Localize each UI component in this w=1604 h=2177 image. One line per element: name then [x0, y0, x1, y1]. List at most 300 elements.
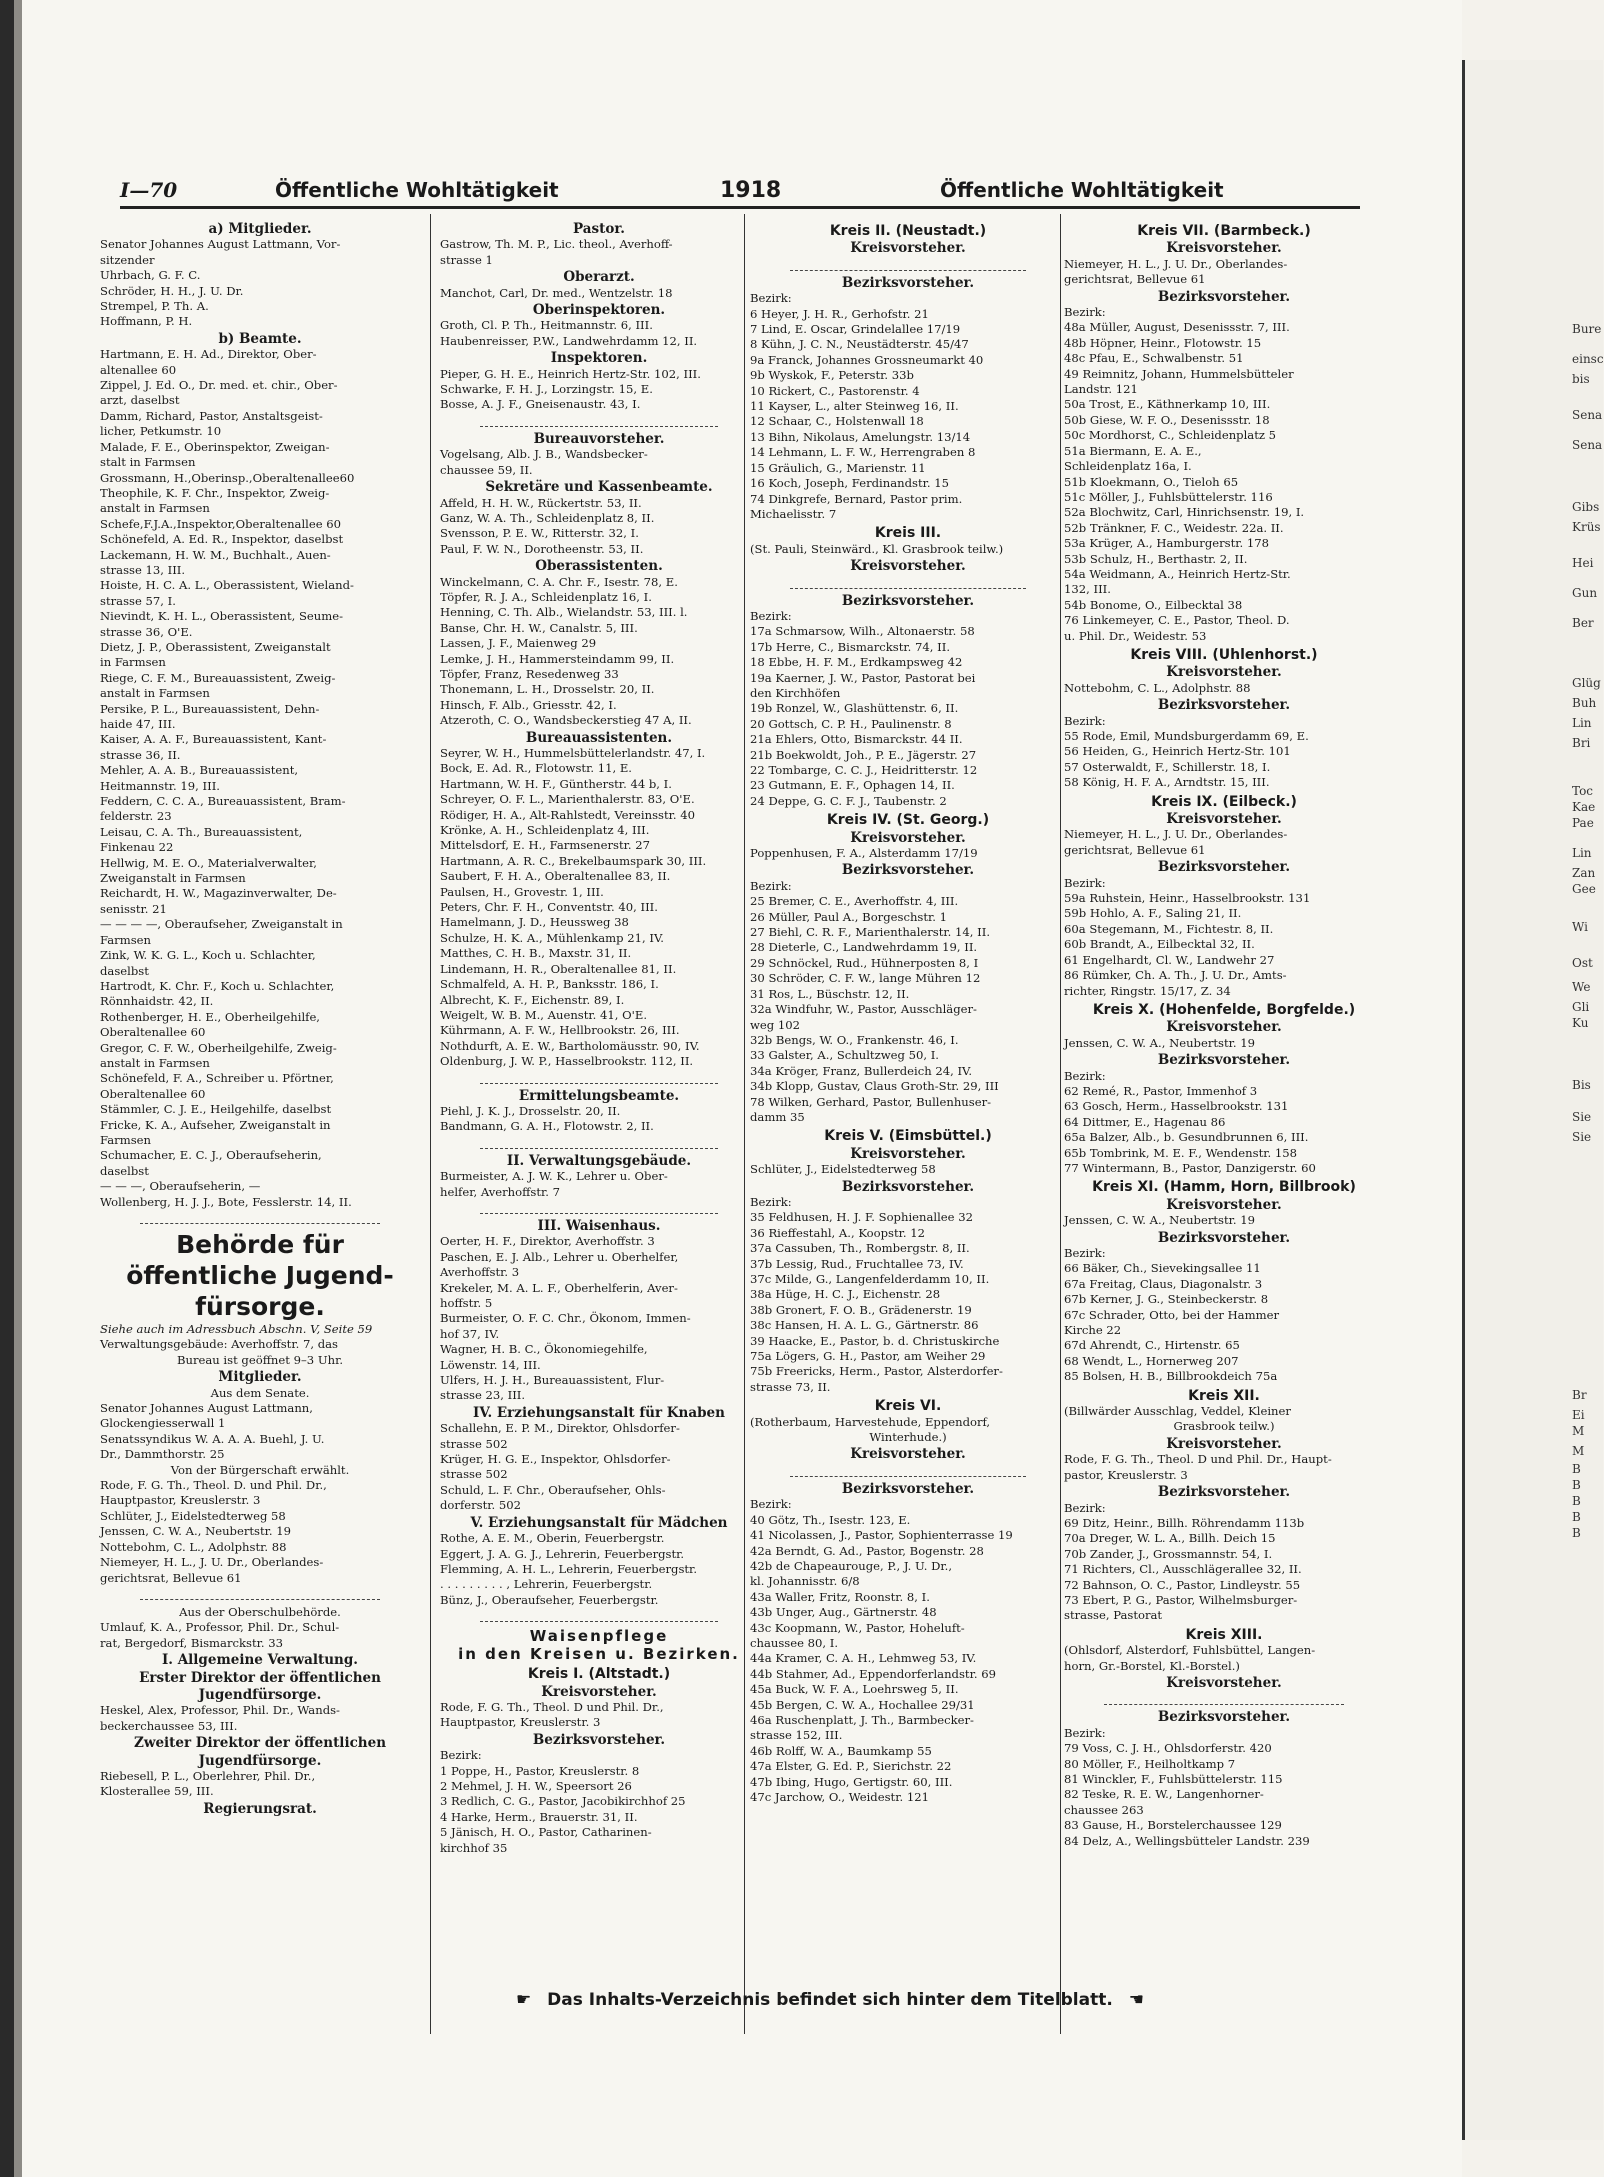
entry-line: 75b Freericks, Herm., Pastor, Alsterdorfer- — [750, 1364, 1003, 1379]
entry-line: Uhrbach, G. F. C. — [100, 268, 201, 283]
section-title: in den Kreisen u. Bezirken. — [458, 1645, 740, 1664]
entry-line: 65b Tombrink, M. E. F., Wendenstr. 158 — [1064, 1145, 1297, 1160]
section-heading: Kreisvorsteher. — [1166, 1019, 1282, 1036]
section-heading: Kreisvorsteher. — [1166, 240, 1282, 257]
entry-line: 84 Delz, A., Wellingsbütteler Landstr. 239 — [1064, 1833, 1310, 1848]
entry-line: 78 Wilken, Gerhard, Pastor, Bullenhuser- — [750, 1094, 992, 1109]
entry-line: Bezirk: — [750, 878, 792, 893]
entry-line: strasse 23, III. — [440, 1388, 526, 1403]
entry-line: 21b Boekwoldt, Joh., P. E., Jägerstr. 27 — [750, 747, 977, 762]
entry-line: 43b Unger, Aug., Gärtnerstr. 48 — [750, 1605, 937, 1620]
adjacent-page-fragment: Buh — [1572, 696, 1597, 710]
separator — [480, 1073, 718, 1084]
entry-line: Bandmann, G. A. H., Flotowstr. 2, II. — [440, 1119, 654, 1134]
entry-line: stalt in Farmsen — [100, 455, 196, 470]
adjacent-page-fragment: Toc — [1572, 784, 1594, 798]
entry-line: Mehler, A. A. B., Bureauassistent, — [100, 763, 299, 778]
adjacent-page-fragment: Ku — [1572, 1016, 1589, 1030]
entry-line: 66 Bäker, Ch., Sievekingsallee 11 — [1064, 1261, 1261, 1276]
entry-line: 59b Hohlo, A. F., Saling 21, II. — [1064, 906, 1242, 921]
kreis-heading: Kreis V. (Eimsbüttel.) — [824, 1128, 992, 1145]
entry-line: Hinsch, F. Alb., Griesstr. 42, I. — [440, 697, 617, 712]
entry-line: Nottebohm, C. L., Adolphstr. 88 — [1064, 680, 1251, 695]
adjacent-page-fragment: Zan — [1572, 866, 1596, 880]
entry-line: 35 Feldhusen, H. J. F. Sophienallee 32 — [750, 1210, 973, 1225]
entry-line: 34a Kröger, Franz, Bullerdeich 24, IV. — [750, 1063, 973, 1078]
entry-line: 85 Bolsen, H. B., Billbrookdeich 75a — [1064, 1369, 1278, 1384]
entry-line: Hamelmann, J. D., Heussweg 38 — [440, 915, 629, 930]
entry-line: licher, Petkumstr. 10 — [100, 424, 222, 439]
entry-line: strasse 36, O'E. — [100, 624, 193, 639]
entry-line: 18 Ebbe, H. F. M., Erdkampsweg 42 — [750, 655, 963, 670]
entry-line: anstalt in Farmsen — [100, 686, 210, 701]
column-3 — [750, 220, 1066, 1805]
section-heading: Kreisvorsteher. — [850, 558, 966, 575]
entry-line: helfer, Averhoffstr. 7 — [440, 1184, 560, 1199]
entry-line: Jenssen, C. W. A., Neubertstr. 19 — [1064, 1035, 1256, 1050]
section-heading: IV. Erziehungsanstalt für Knaben — [473, 1404, 725, 1421]
entry-line: 4 Harke, Herm., Brauerstr. 31, II. — [440, 1809, 638, 1824]
entry-line: 27 Biehl, C. R. F., Marienthalerstr. 14, II. — [750, 925, 991, 940]
separator — [790, 1466, 1026, 1477]
entry-line: 67a Freitag, Claus, Diagonalstr. 3 — [1064, 1276, 1263, 1291]
entry-line: 68 Wendt, L., Hornerweg 207 — [1064, 1353, 1239, 1368]
entry-line: 81 Winckler, F., Fuhlsbüttelerstr. 115 — [1064, 1772, 1283, 1786]
footer-text: Das Inhalts-Verzeichnis befindet sich hinter dem Titelblatt. — [547, 1990, 1113, 2010]
entry-line: chaussee 59, II. — [440, 462, 533, 477]
entry-line: 67d Ahrendt, C., Hirtenstr. 65 — [1064, 1338, 1240, 1353]
entry-line: chaussee 80, I. — [750, 1635, 839, 1650]
entry-line: Wollenberg, H. J. J., Bote, Fesslerstr. 14, II. — [100, 1194, 352, 1209]
entry-line: Schefe,F.J.A.,Inspektor,Oberaltenallee 60 — [100, 516, 342, 531]
entry-line: Schönefeld, A. Ed. R., Inspektor, daselbst — [100, 532, 344, 547]
entry-line: 2 Mehmel, J. H. W., Speersort 26 — [440, 1778, 632, 1793]
entry-line: Rode, F. G. Th., Theol. D und Phil. Dr., Haupt- — [1064, 1452, 1332, 1467]
entry-line: Oldenburg, J. W. P., Hasselbrookstr. 112, II. — [440, 1054, 694, 1069]
entry-line: Reichardt, H. W., Magazinverwalter, De- — [100, 886, 337, 901]
entry-line: 10 Rickert, C., Pastorenstr. 4 — [750, 383, 920, 398]
entry-line: 39 Haacke, E., Pastor, b. d. Christuskirche — [750, 1333, 1000, 1348]
entry-line: Jenssen, C. W. A., Neubertstr. 19 — [100, 1524, 292, 1539]
entry-line: Malade, F. E., Oberinspektor, Zweigan- — [100, 439, 330, 454]
entry-line: 1 Poppe, H., Pastor, Kreuslerstr. 8 — [440, 1763, 640, 1778]
entry-line: u. Phil. Dr., Weidestr. 53 — [1064, 628, 1207, 643]
section-heading: Bureauassistenten. — [525, 729, 673, 746]
right-running-title: Öffentliche Wohltätigkeit — [940, 178, 1224, 202]
entry-line: Strempel, P. Th. A. — [100, 299, 209, 314]
entry-line: Niemeyer, H. L., J. U. Dr., Oberlandes- — [100, 1555, 324, 1570]
entry-line: Saubert, F. H. A., Oberaltenallee 83, II. — [440, 869, 671, 884]
entry-line: Hartmann, W. H. F., Güntherstr. 44 b, I. — [440, 776, 672, 791]
entry-line: 58 König, H. F. A., Arndtstr. 15, III. — [1064, 775, 1270, 790]
kreis-heading: Kreis I. (Altstadt.) — [527, 1666, 671, 1683]
entry-line: 5 Jänisch, H. O., Pastor, Catharinen- — [440, 1825, 652, 1840]
section-heading: Kreisvorsteher. — [850, 1446, 966, 1463]
entry-line: damm 35 — [750, 1109, 805, 1124]
entry-line: Banse, Chr. H. W., Canalstr. 5, III. — [440, 620, 638, 635]
entry-line: strasse 152, III. — [750, 1728, 843, 1743]
entry-line: 38a Hüge, H. C. J., Eichenstr. 28 — [750, 1287, 941, 1302]
entry-line: Schröder, H. H., J. U. Dr. — [100, 283, 244, 298]
adjacent-page-fragment: B — [1572, 1526, 1581, 1540]
entry-line: 80 Möller, F., Heilholtkamp 7 — [1064, 1756, 1236, 1771]
adjacent-page-fragment: bis — [1572, 372, 1590, 386]
entry-line: 55 Rode, Emil, Mundsburgerdamm 69, E. — [1064, 729, 1309, 743]
adjacent-page-fragment: Ei — [1572, 1408, 1585, 1422]
separator — [790, 260, 1026, 271]
entry-line: 14 Lehmann, L. F. W., Herrengraben 8 — [750, 445, 976, 460]
entry-line: Bezirk: — [1064, 1725, 1106, 1740]
entry-line: 50a Trost, E., Käthnerkamp 10, III. — [1064, 397, 1271, 412]
entry-line: Bezirk: — [1064, 1068, 1106, 1083]
entry-line: Schumacher, E. C. J., Oberaufseherin, — [100, 1148, 322, 1163]
entry-line: Ulfers, H. J. H., Bureauassistent, Flur- — [440, 1373, 665, 1388]
entry-line: 132, III. — [1064, 582, 1111, 597]
section-heading: Kreisvorsteher. — [1166, 664, 1282, 681]
entry-line: daselbst — [100, 1163, 149, 1178]
separator — [480, 416, 718, 427]
entry-line: 65a Balzer, Alb., b. Gesundbrunnen 6, III. — [1064, 1130, 1309, 1145]
entry-line: 46a Ruschenplatt, J. Th., Barmbecker- — [750, 1712, 974, 1727]
entry-line: 79 Voss, C. J. H., Ohlsdorferstr. 420 — [1064, 1741, 1272, 1756]
entry-line: 9a Franck, Johannes Grossneumarkt 40 — [750, 352, 984, 367]
entry-line: Jenssen, C. W. A., Neubertstr. 19 — [1064, 1213, 1256, 1228]
entry-line: in Farmsen — [100, 655, 166, 670]
entry-line: 21a Ehlers, Otto, Bismarckstr. 44 II. — [750, 732, 963, 747]
entry-line: 53a Krüger, A., Hamburgerstr. 178 — [1064, 536, 1270, 551]
adjacent-page-fragment: B — [1572, 1462, 1581, 1476]
footer-note — [380, 1990, 1280, 2014]
entry-line: Farmsen — [100, 1132, 151, 1147]
kreis-heading: Kreis II. (Neustadt.) — [829, 223, 987, 239]
entry-line: 70a Dreger, W. L. A., Billh. Deich 15 — [1064, 1531, 1276, 1546]
separator — [1104, 1694, 1344, 1705]
section-heading: Kreisvorsteher. — [850, 829, 966, 846]
section-heading: Bezirksvorsteher. — [1157, 1709, 1291, 1726]
entry-line: 15 Gräulich, G., Marienstr. 11 — [750, 460, 926, 475]
entry-line: kl. Johannisstr. 6/8 — [750, 1574, 860, 1589]
section-title: Waisenpflege — [529, 1627, 669, 1646]
entry-line: 83 Gause, H., Borstelerchaussee 129 — [1064, 1818, 1282, 1833]
section-heading: Bezirksvorsteher. — [1157, 1052, 1291, 1069]
section-heading: Jugendfürsorge. — [198, 1686, 322, 1703]
entry-line: Zippel, J. Ed. O., Dr. med. et. chir., Ober- — [100, 378, 338, 393]
section-heading: Ermittelungsbeamte. — [518, 1087, 680, 1104]
entry-line: 48c Pfau, E., Schwalbenstr. 51 — [1064, 351, 1244, 366]
entry-line: 60a Stegemann, M., Fichtestr. 8, II. — [1064, 921, 1274, 936]
adjacent-page-fragment: M — [1572, 1424, 1585, 1438]
entry-line: . . . . . . . . . , Lehrerin, Feuerbergstr. — [440, 1577, 653, 1592]
entry-line: Rönnhaidstr. 42, II. — [100, 994, 214, 1009]
entry-line: Glockengiesserwall 1 — [100, 1416, 226, 1431]
entry-line: 43a Waller, Fritz, Roonstr. 8, I. — [750, 1589, 930, 1604]
adjacent-page-fragment: Pae — [1572, 816, 1594, 830]
section-heading: a) Mitglieder. — [208, 221, 312, 237]
adjacent-page-fragment: Bri — [1572, 736, 1591, 750]
section-heading: Bezirksvorsteher. — [841, 1178, 975, 1195]
entry-line: Bezirk: — [750, 608, 792, 623]
entry-line: Löwenstr. 14, III. — [440, 1357, 541, 1372]
section-heading: Kreisvorsteher. — [1166, 811, 1282, 828]
entry-line: Schulze, H. K. A., Mühlenkamp 21, IV. — [440, 930, 664, 945]
entry-line: 28 Dieterle, C., Landwehrdamm 19, II. — [750, 940, 978, 955]
entry-line: Peters, Chr. F. H., Conventstr. 40, III. — [440, 900, 658, 915]
entry-line: Albrecht, K. F., Eichenstr. 89, I. — [440, 992, 625, 1007]
entry-line: 51c Möller, J., Fuhlsbüttelerstr. 116 — [1064, 489, 1273, 504]
entry-line: Averhoffstr. 3 — [440, 1265, 520, 1280]
adjacent-page-fragment: Lin — [1572, 716, 1592, 730]
entry-line: Kirche 22 — [1064, 1323, 1122, 1338]
entry-line: Ganz, W. A. Th., Schleidenplatz 8, II. — [440, 510, 655, 525]
entry-line: 54a Weidmann, A., Heinrich Hertz-Str. — [1064, 566, 1291, 581]
entry-line: Schreyer, O. F. L., Marienthalerstr. 83, O'E. — [440, 792, 695, 807]
entry-line: Haubenreisser, P.W., Landwehrdamm 12, II. — [440, 333, 698, 348]
section-heading: Bureauvorsteher. — [533, 430, 665, 447]
section-heading: Zweiter Direktor der öffentlichen — [133, 1735, 387, 1752]
entry-line: Nievindt, K. H. L., Oberassistent, Seume- — [100, 609, 344, 624]
section-heading: Kreisvorsteher. — [850, 240, 966, 257]
entry-line: anstalt in Farmsen — [100, 501, 210, 516]
entry-line: Winckelmann, C. A. Chr. F., Isestr. 78, E. — [440, 574, 678, 589]
centered-line: Aus dem Senate. — [210, 1385, 310, 1400]
adjacent-page-fragment: Gun — [1572, 586, 1598, 600]
entry-line: 32b Bengs, W. O., Frankenstr. 46, I. — [750, 1032, 959, 1047]
entry-line: Klosterallee 59, III. — [100, 1784, 214, 1799]
adjacent-page-fragment: B — [1572, 1478, 1581, 1492]
entry-line: Theophile, K. F. Chr., Inspektor, Zweig- — [100, 485, 330, 500]
entry-line: 52b Tränkner, F. C., Weidestr. 22a. II. — [1064, 520, 1284, 535]
adjacent-page-fragment: Br — [1572, 1388, 1587, 1402]
entry-line: Schlüter, J., Eidelstedterweg 58 — [100, 1508, 286, 1523]
centered-line: Grasbrook teilw.) — [1173, 1419, 1275, 1434]
entry-line: Hartrodt, K. Chr. F., Koch u. Schlachter, — [100, 978, 335, 993]
entry-line: Affeld, H. H. W., Rückertstr. 53, II. — [440, 495, 642, 510]
section-heading: Kreisvorsteher. — [541, 1683, 657, 1700]
entry-line: 48a Müller, August, Desenissstr. 7, III. — [1064, 320, 1290, 335]
entry-line: Burmeister, A. J. W. K., Lehrer u. Ober- — [440, 1169, 668, 1184]
entry-line: 36 Rieffestahl, A., Koopstr. 12 — [750, 1225, 926, 1240]
kreis-heading: Kreis VIII. (Uhlenhorst.) — [1130, 646, 1318, 663]
entry-line: 70b Zander, J., Grossmannstr. 54, I. — [1064, 1546, 1273, 1561]
entry-line: Senatssyndikus W. A. A. A. Buehl, J. U. — [100, 1431, 325, 1446]
section-heading: Bezirksvorsteher. — [1157, 859, 1291, 876]
entry-line: Bock, E. Ad. R., Flotowstr. 11, E. — [440, 761, 632, 776]
entry-line: Krönke, A. H., Schleidenplatz 4, III. — [440, 823, 650, 838]
entry-line: Senator Johannes August Lattmann, Vor- — [100, 237, 341, 252]
section-heading: Sekretäre und Kassenbeamte. — [485, 479, 713, 496]
entry-line: Zink, W. K. G. L., Koch u. Schlachter, — [100, 948, 316, 963]
entry-line: 49 Reimnitz, Johann, Hummelsbütteler — [1064, 366, 1294, 381]
adjacent-page-fragment: Wi — [1572, 920, 1588, 934]
header-rule — [120, 206, 1360, 209]
section-heading: Bezirksvorsteher. — [1157, 1229, 1291, 1246]
entry-line: Niemeyer, H. L., J. U. Dr., Oberlandes- — [1064, 827, 1288, 842]
entry-line: Schuld, L. F. Chr., Oberaufseher, Ohls- — [440, 1482, 666, 1497]
section-heading: Oberarzt. — [563, 269, 635, 286]
kreis-heading: Kreis XI. (Hamm, Horn, Billbrook) — [1092, 1179, 1356, 1196]
kreis-heading: Kreis IV. (St. Georg.) — [826, 812, 990, 829]
entry-line: 30 Schröder, C. F. W., lange Mühren 12 — [750, 971, 981, 986]
entry-line: Dietz, J. P., Oberassistent, Zweiganstalt — [100, 639, 331, 654]
entry-line: Damm, Richard, Pastor, Anstaltsgeist- — [100, 408, 323, 423]
entry-line: 73 Ebert, P. G., Pastor, Wilhelmsburger- — [1064, 1592, 1298, 1607]
entry-line: Flemming, A. H. L., Lehrerin, Feuerbergstr. — [440, 1561, 698, 1576]
separator — [140, 1589, 380, 1600]
entry-line: Dr., Dammthorstr. 25 — [100, 1447, 225, 1462]
entry-line: Farmsen — [100, 932, 151, 947]
entry-line: 17a Schmarsow, Wilh., Altonaerstr. 58 — [750, 624, 975, 639]
entry-line: 37a Cassuben, Th., Rombergstr. 8, II. — [750, 1241, 970, 1256]
entry-line: 17b Herre, C., Bismarckstr. 74, II. — [750, 639, 951, 654]
entry-line: Kührmann, A. F. W., Hellbrookstr. 26, III. — [440, 1023, 680, 1038]
entry-line: 42a Berndt, G. Ad., Pastor, Bogenstr. 28 — [750, 1543, 984, 1558]
section-heading: Pastor. — [573, 221, 625, 237]
entry-line: Feddern, C. C. A., Bureauassistent, Bram- — [100, 794, 346, 809]
column-1 — [100, 220, 420, 1817]
entry-line: Thonemann, L. H., Drosselstr. 20, II. — [440, 682, 655, 697]
entry-line: 24 Deppe, G. C. F. J., Taubenstr. 2 — [750, 793, 947, 808]
entry-line: 44a Kramer, C. A. H., Lehmweg 53, IV. — [750, 1651, 977, 1666]
entry-line: Piehl, J. K. J., Drosselstr. 20, II. — [440, 1103, 621, 1118]
adjacent-page-fragment: M — [1572, 1444, 1585, 1458]
section-heading: Bezirksvorsteher. — [841, 1480, 975, 1497]
entry-line: 38b Gronert, F. O. B., Grädenerstr. 19 — [750, 1302, 972, 1317]
entry-line: strasse 57, I. — [100, 593, 176, 608]
entry-line: Bezirk: — [750, 1194, 792, 1209]
entry-line: — — —, Oberaufseherin, — — [100, 1179, 261, 1194]
section-heading: Bezirksvorsteher. — [841, 592, 975, 609]
entry-line: 60b Brandt, A., Eilbecktal 32, II. — [1064, 937, 1255, 952]
entry-line: Hauptpastor, Kreuslerstr. 3 — [100, 1493, 261, 1508]
entry-line: 16 Koch, Joseph, Ferdinandstr. 15 — [750, 476, 950, 491]
entry-line: 71 Richters, Cl., Ausschlägerallee 32, II. — [1064, 1562, 1302, 1577]
section-heading: Oberinspektoren. — [532, 302, 666, 319]
entry-line: Bosse, A. J. F., Gneisenaustr. 43, I. — [440, 397, 641, 412]
entry-line: strasse 502 — [440, 1467, 508, 1482]
entry-line: kirchhof 35 — [440, 1840, 508, 1855]
entry-line: 72 Bahnson, O. C., Pastor, Lindleystr. 55 — [1064, 1577, 1301, 1592]
entry-line: Vogelsang, Alb. J. B., Wandsbecker- — [440, 447, 648, 462]
entry-line: 53b Schulz, H., Berthastr. 2, II. — [1064, 551, 1248, 566]
adjacent-page-fragment: B — [1572, 1494, 1581, 1508]
entry-line: strasse 13, III. — [100, 562, 186, 577]
entry-line: Heitmannstr. 19, III. — [100, 778, 220, 793]
column-rule — [744, 214, 745, 2034]
section-heading: III. Waisenhaus. — [537, 1217, 661, 1234]
adjacent-page-fragment: Bis — [1572, 1078, 1591, 1092]
entry-line: 67c Schrader, Otto, bei der Hammer — [1064, 1307, 1279, 1322]
section-heading: Bezirksvorsteher. — [1157, 288, 1291, 305]
entry-line: Krekeler, M. A. L. F., Oberhelferin, Aver- — [440, 1280, 678, 1295]
entry-line: Lindemann, H. R., Oberaltenallee 81, II. — [440, 961, 677, 976]
section-heading: Kreisvorsteher. — [1166, 1674, 1282, 1691]
entry-line: arzt, daselbst — [100, 393, 180, 408]
entry-line: gerichtsrat, Bellevue 61 — [1064, 272, 1206, 287]
entry-line: 42b de Chapeaurouge, P., J. U. Dr., — [750, 1558, 953, 1573]
adjacent-page-fragment: Ost — [1572, 956, 1593, 970]
entry-line: strasse 1 — [440, 252, 493, 267]
entry-line: strasse 73, II. — [750, 1379, 831, 1394]
adjacent-page-fragment: Glüg — [1572, 676, 1601, 690]
entry-line: Hartmann, A. R. C., Brekelbaumspark 30, III. — [440, 853, 707, 868]
entry-line: (Billwärder Ausschlag, Veddel, Kleiner — [1064, 1404, 1291, 1419]
entry-line: 12 Schaar, C., Holstenwall 18 — [750, 414, 924, 429]
entry-line: Lemke, J. H., Hammersteindamm 99, II. — [440, 651, 675, 666]
entry-line: Niemeyer, H. L., J. U. Dr., Oberlandes- — [1064, 256, 1288, 271]
entry-line: senisstr. 21 — [100, 901, 167, 916]
entry-line: 3 Redlich, C. G., Pastor, Jacobikirchhof 25 — [440, 1794, 686, 1809]
entry-line: 75a Lögers, G. H., Pastor, am Weiher 29 — [750, 1349, 986, 1364]
entry-line: 46b Rolff, W. A., Baumkamp 55 — [750, 1743, 932, 1758]
entry-line: Matthes, C. H. B., Maxstr. 31, II. — [440, 946, 632, 961]
entry-line: 19b Ronzel, W., Glashüttenstr. 6, II. — [750, 701, 959, 716]
entry-line: 48b Höpner, Heinr., Flotowstr. 15 — [1064, 335, 1262, 350]
entry-line: Lackemann, H. W. M., Buchhalt., Auen- — [100, 547, 331, 562]
adjacent-page-fragment: einsc — [1572, 352, 1604, 366]
entry-line: 59a Ruhstein, Heinr., Hasselbrookstr. 131 — [1064, 891, 1311, 906]
section-heading: b) Beamte. — [218, 330, 302, 347]
entry-line: Oberaltenallee 60 — [100, 1086, 206, 1101]
kreis-heading: Kreis XIII. — [1185, 1626, 1263, 1643]
entry-line: 32a Windfuhr, W., Pastor, Ausschläger- — [750, 1002, 977, 1017]
entry-line: Gregor, C. F. W., Oberheilgehilfe, Zweig- — [100, 1040, 337, 1055]
year: 1918 — [720, 178, 782, 203]
entry-line: 54b Bonome, O., Eilbecktal 38 — [1064, 597, 1243, 612]
entry-line: 64 Dittmer, E., Hagenau 86 — [1064, 1114, 1226, 1129]
entry-line: Rode, F. G. Th., Theol. D. und Phil. Dr., — [100, 1478, 327, 1493]
entry-line: Seyrer, W. H., Hummelsbüttelerlandstr. 47, I. — [440, 746, 706, 760]
entry-line: 22 Tombarge, C. C. J., Heidritterstr. 12 — [750, 763, 978, 777]
entry-line: 44b Stahmer, Ad., Eppendorferlandstr. 69 — [750, 1666, 996, 1681]
entry-line: Lassen, J. F., Maienweg 29 — [440, 636, 597, 651]
adjacent-page-fragment: Kae — [1572, 800, 1596, 814]
entry-line: Persike, P. L., Bureauassistent, Dehn- — [100, 701, 320, 716]
entry-line: (St. Pauli, Steinwärd., Kl. Grasbrook teilw.) — [750, 541, 1004, 556]
entry-line: 57 Osterwaldt, F., Schillerstr. 18, I. — [1064, 759, 1271, 774]
entry-line: 29 Schnöckel, Rud., Hühnerposten 8, I — [750, 955, 979, 970]
adjacent-page-fragment: Gibs — [1572, 500, 1600, 514]
entry-line: Hauptpastor, Kreuslerstr. 3 — [440, 1715, 601, 1730]
adjacent-page-fragment: We — [1572, 980, 1591, 994]
entry-line: 34b Klopp, Gustav, Claus Groth-Str. 29, III — [750, 1079, 999, 1094]
entry-line: Schleidenplatz 16a, I. — [1064, 459, 1192, 474]
kreis-heading: Kreis VII. (Barmbeck.) — [1137, 223, 1311, 239]
entry-line: 47c Jarchow, O., Weidestr. 121 — [750, 1790, 929, 1804]
adjacent-page-fragment: Gee — [1572, 882, 1596, 896]
entry-line: Fricke, K. A., Aufseher, Zweiganstalt in — [100, 1117, 331, 1132]
entry-line: Wagner, H. B. C., Ökonomiegehilfe, — [440, 1342, 648, 1357]
entry-line: pastor, Kreuslerstr. 3 — [1064, 1467, 1188, 1482]
left-running-title: Öffentliche Wohltätigkeit — [275, 178, 559, 202]
entry-line: 45a Buck, W. F. A., Loehrsweg 5, II. — [750, 1682, 959, 1697]
column-2 — [440, 220, 758, 1856]
scan-edge-shadow — [14, 0, 22, 2177]
section-heading: Regierungsrat. — [203, 1800, 317, 1817]
entry-line: 52a Blochwitz, Carl, Hinrichsenstr. 19, I. — [1064, 505, 1305, 520]
entry-line: Burmeister, O. F. C. Chr., Ökonom, Immen- — [440, 1311, 691, 1326]
entry-line: Rödiger, H. A., Alt-Rahlstedt, Vereinsstr. 40 — [440, 807, 696, 822]
entry-line: chaussee 263 — [1064, 1802, 1144, 1817]
centered-line: Winterhude.) — [869, 1430, 947, 1445]
entry-line: sitzender — [100, 252, 155, 267]
entry-line: Riebesell, P. L., Oberlehrer, Phil. Dr., — [100, 1768, 316, 1783]
section-heading: Kreisvorsteher. — [1166, 1435, 1282, 1452]
section-heading: Bezirksvorsteher. — [841, 274, 975, 291]
entry-line: felderstr. 23 — [100, 809, 172, 824]
entry-line: 67b Kerner, J. G., Steinbeckerstr. 8 — [1064, 1292, 1269, 1307]
entry-line: Rode, F. G. Th., Theol. D und Phil. Dr., — [440, 1699, 664, 1714]
entry-line: beckerchaussee 53, III. — [100, 1718, 238, 1733]
